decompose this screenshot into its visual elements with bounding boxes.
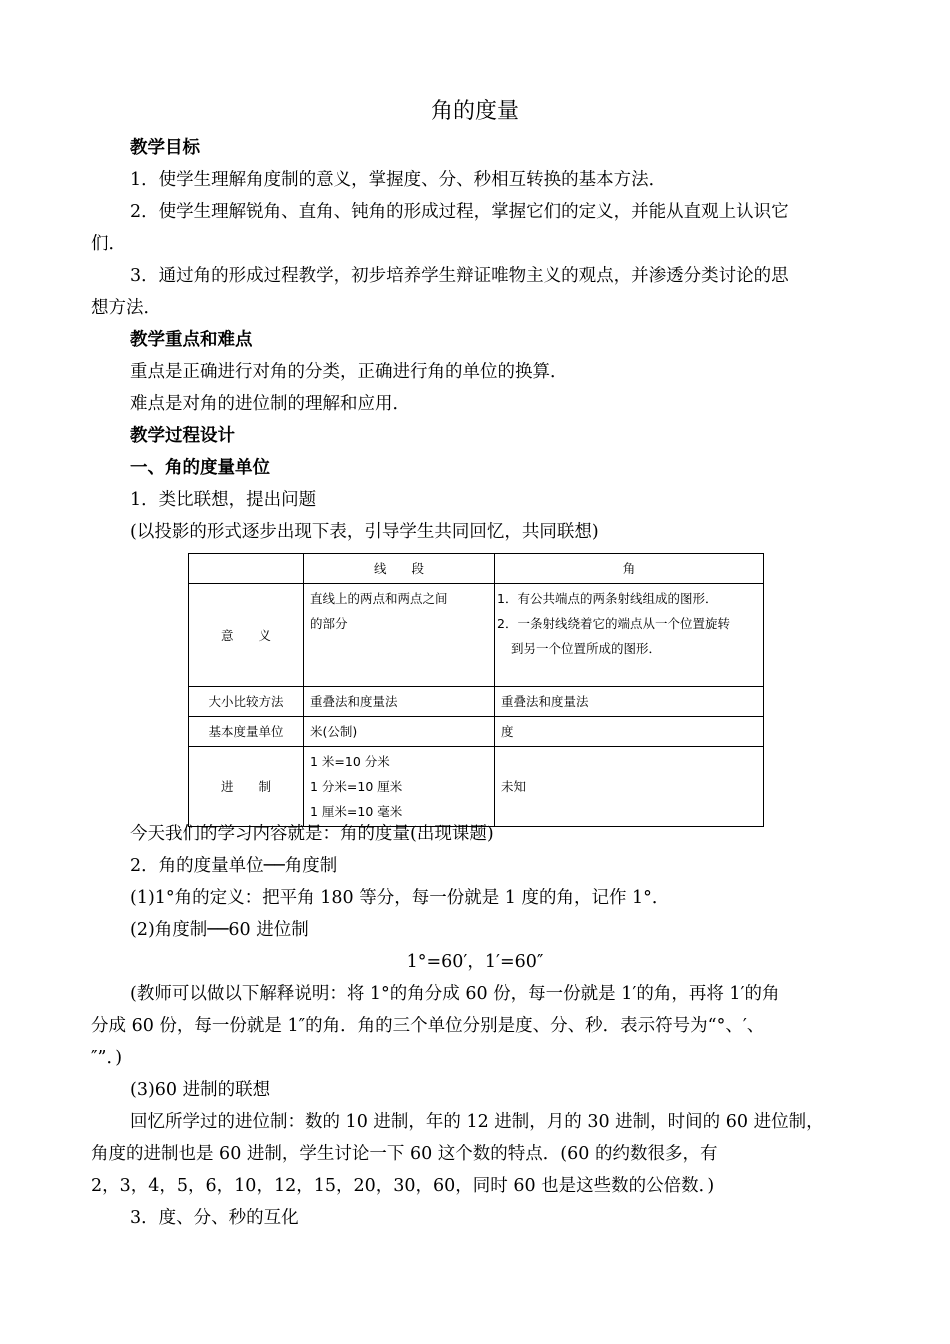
explanation-2: 分成 60 份，每一份就是 1″的角．角的三个单位分别是度、分、秒．表示符号为“°、′、	[91, 1016, 765, 1036]
cell-text: 1 厘米=10 毫米	[310, 804, 403, 819]
cell-text: 的部分	[310, 616, 348, 631]
section-heading-objectives: 教学目标	[130, 138, 200, 158]
page-title: 角的度量	[430, 99, 519, 124]
table-cell	[304, 584, 495, 687]
association-2: 角度的进制也是 60 进制，学生讨论一下 60 这个数的特点．(60 的约数很多，有	[91, 1144, 718, 1164]
table-row	[189, 747, 764, 827]
cell-text: 1．有公共端点的两条射线组成的图形．	[497, 591, 718, 606]
table-cell: 米(公制)	[304, 717, 495, 747]
section-heading-key-points: 教学重点和难点	[130, 330, 253, 350]
table-header-cell: 角	[495, 554, 764, 584]
objective-2: 2．使学生理解锐角、直角、钝角的形成过程，掌握它们的定义，并能从直观上认识它	[130, 202, 789, 222]
cell-text: 直线上的两点和两点之间	[310, 591, 448, 606]
difficult-point: 难点是对角的进位制的理解和应用．	[130, 394, 410, 414]
table-cell: 未知	[495, 747, 764, 827]
objective-3: 3．通过角的形成过程教学，初步培养学生辩证唯物主义的观点，并渗透分类讨论的思	[130, 266, 789, 286]
cell-text: 1 分米=10 厘米	[310, 779, 403, 794]
step-1: 1．类比联想，提出问题	[130, 490, 317, 510]
objective-2-cont: 们．	[91, 234, 126, 254]
key-point: 重点是正确进行对角的分类，正确进行角的单位的换算．	[130, 362, 568, 382]
explanation-3: ″”．)	[91, 1048, 123, 1068]
table-cell: 重叠法和度量法	[495, 687, 764, 717]
table-row	[189, 687, 764, 717]
conversion-formula: 1°=60′，1′=60″	[406, 952, 544, 972]
table-row	[189, 584, 764, 687]
table-header-row	[189, 554, 764, 584]
sexagesimal-heading: (2)角度制──60 进位制	[130, 920, 309, 940]
comparison-table	[188, 553, 764, 827]
step-1-note: (以投影的形式逐步出现下表，引导学生共同回忆，共同联想)	[130, 522, 599, 542]
table-header-cell	[189, 554, 304, 584]
step-3: 3．度、分、秒的互化	[130, 1208, 299, 1228]
row-label: 进 制	[189, 747, 304, 827]
degree-definition: (1)1°角的定义：把平角 180 等分，每一份就是 1 度的角，记作 1°．	[130, 888, 670, 908]
association-1: 回忆所学过的进位制：数的 10 进制，年的 12 进制，月的 30 进制，时间的 60 进位制，	[130, 1112, 824, 1132]
explanation-1: (教师可以做以下解释说明：将 1°的角分成 60 份，每一份就是 1′的角，再将 1′的角	[130, 984, 780, 1004]
association-3: 2，3，4，5，6，10，12，15，20，30，60，同时 60 也是这些数的公倍数．)	[91, 1176, 715, 1196]
table-cell: 重叠法和度量法	[304, 687, 495, 717]
step-2: 2．角的度量单位──角度制	[130, 856, 338, 876]
row-label: 大小比较方法	[189, 687, 304, 717]
lesson-intro: 今天我们的学习内容就是：角的度量(出现课题)	[130, 824, 494, 844]
subsection-heading-units: 一、角的度量单位	[130, 458, 270, 478]
row-label: 基本度量单位	[189, 717, 304, 747]
cell-text: 1 米=10 分米	[310, 754, 390, 769]
table-cell	[304, 747, 495, 827]
objective-3-cont: 想方法．	[91, 298, 161, 318]
section-heading-process: 教学过程设计	[130, 426, 235, 446]
table-cell: 度	[495, 717, 764, 747]
cell-text: 2．一条射线绕着它的端点从一个位置旋转	[497, 616, 730, 631]
cell-text: 到另一个位置所成的图形．	[511, 641, 662, 656]
table-cell	[495, 584, 764, 687]
association-heading: (3)60 进制的联想	[130, 1080, 271, 1100]
table-row	[189, 717, 764, 747]
objective-1: 1．使学生理解角度制的意义，掌握度、分、秒相互转换的基本方法．	[130, 170, 667, 190]
row-label: 意 义	[189, 584, 304, 687]
table-header-cell: 线 段	[304, 554, 495, 584]
